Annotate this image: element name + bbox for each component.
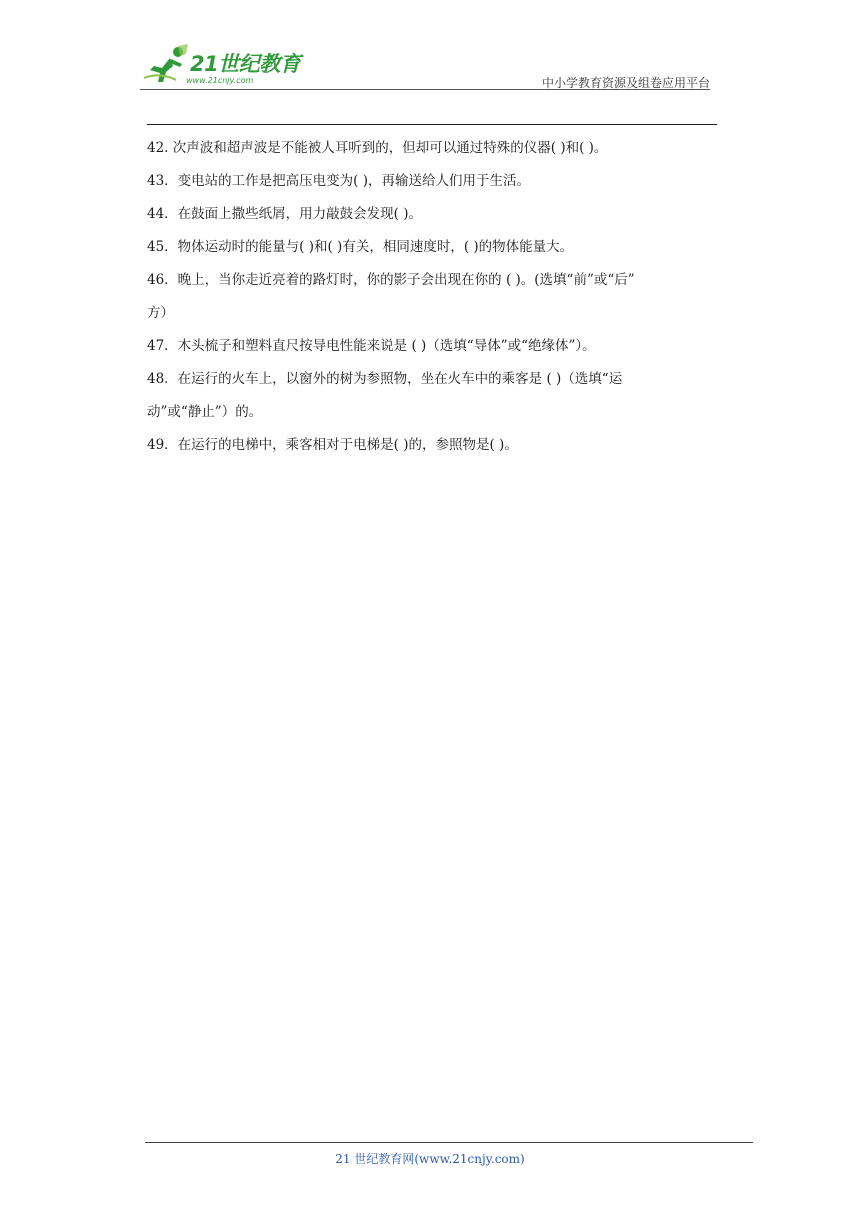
question-42: 42. 次声波和超声波是不能被人耳听到的，但却可以通过特殊的仪器( )和( )。 [147,140,608,156]
question-47: 47．木头梳子和塑料直尺按导电性能来说是 ( )（选填“导体”或“绝缘体”）。 [147,338,596,354]
question-44: 44．在鼓面上撒些纸屑，用力敲鼓会发现( )。 [147,206,423,222]
question-49: 49．在运行的电梯中，乘客相对于电梯是( )的，参照物是( )。 [147,437,518,453]
page-header [0,0,860,100]
question-48-continued: 动”或“静止”）的。 [147,404,263,420]
question-43: 43．变电站的工作是把高压电变为( )，再输送给人们用于生活。 [147,173,531,189]
question-48: 48．在运行的火车上，以窗外的树为参照物，坐在火车中的乘客是 ( )（选填“运 [147,371,623,387]
question-46-continued: 方） [147,305,174,321]
header-divider [140,89,710,90]
logo-url: www.21cnjy.com [186,76,254,85]
question-46: 46．晚上，当你走近亮着的路灯时，你的影子会出现在你的 ( )。(选填“前”或“后” [147,272,635,288]
logo-text: 21世纪教育 [190,52,301,76]
question-45: 45．物体运动时的能量与( )和( )有关，相同速度时，( )的物体能量大。 [147,239,574,255]
runner-logo-icon [140,44,190,86]
question-list [147,132,722,462]
site-logo[interactable] [140,44,310,90]
footer-divider [145,1142,753,1143]
content-top-rule [147,124,717,125]
footer-link[interactable]: 21 世纪教育网(www.21cnjy.com) [335,1152,525,1166]
platform-name: 中小学教育资源及组卷应用平台 [541,76,710,90]
